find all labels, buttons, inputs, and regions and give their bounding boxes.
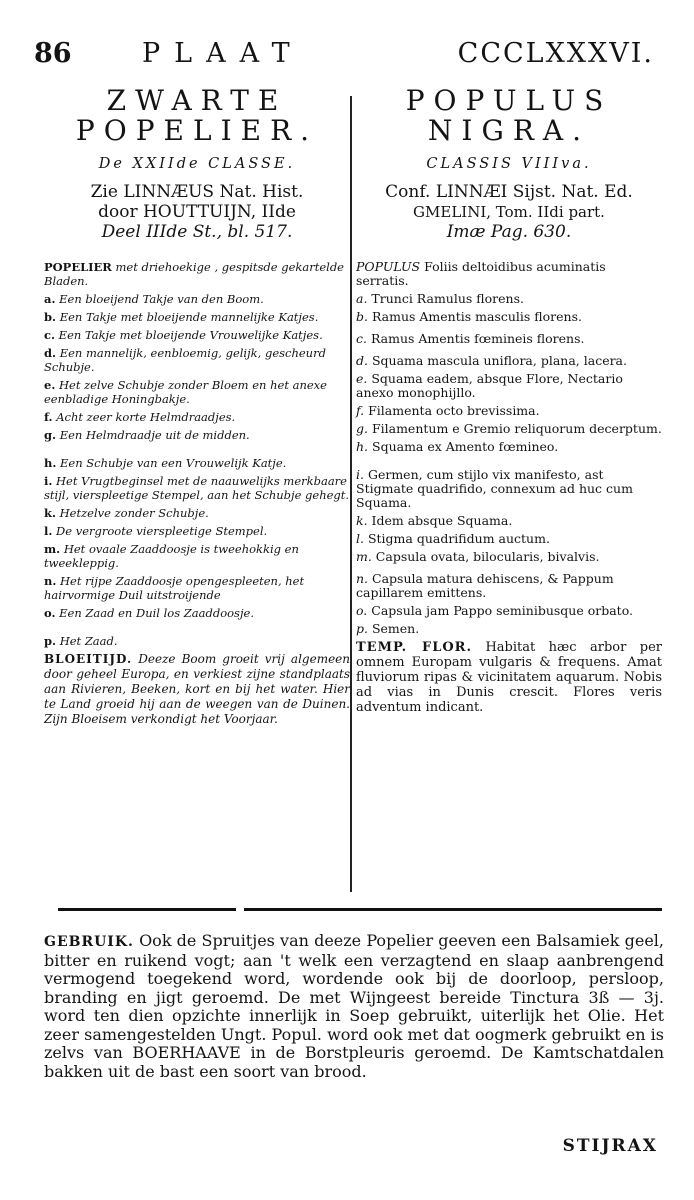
latin-entry [356, 404, 662, 418]
dutch-entry [44, 574, 350, 602]
latin-title-line2: NIGRA. [427, 114, 591, 147]
dutch-entry [44, 634, 350, 648]
entry-text: Een bloeijend Takje van den Boom. [55, 292, 264, 306]
header-title: PLAAT [142, 38, 304, 69]
entry-label: e. [356, 371, 368, 386]
dutch-entry [44, 410, 350, 424]
dutch-column [44, 86, 350, 727]
latin-entry [356, 372, 662, 400]
dutch-entry [44, 428, 350, 442]
column-divider [350, 96, 352, 892]
dutch-ref-line3: Deel IIIde St., bl. 517. [101, 222, 293, 242]
entry-label: c. [356, 331, 367, 346]
latin-entry [356, 292, 662, 306]
entry-label: o. [44, 606, 56, 620]
dutch-entries [44, 260, 350, 648]
dutch-entry [44, 606, 350, 620]
entry-text: Een Zaad en Duil los Zaaddoosje. [55, 606, 254, 620]
entry-text: Trunci Ramulus florens. [367, 291, 524, 306]
entry-text: Squama ex Amento fœmineo. [368, 439, 559, 454]
latin-entry [356, 310, 662, 324]
entry-text: Ramus Amentis fœmineis florens. [366, 331, 585, 346]
entry-text: De vergroote vierspleetige Stempel. [52, 524, 268, 538]
latin-entry [356, 422, 662, 436]
entry-label: g. [356, 421, 368, 436]
entry-text: Een mannelijk, eenbloemig, gelijk, gescheurd Schubje. [44, 346, 326, 374]
entry-label: k. [356, 513, 368, 528]
latin-entry [356, 332, 662, 346]
entry-label: n. [44, 574, 57, 588]
dutch-ref-line1: Zie LINNÆUS Nat. Hist. [90, 182, 304, 202]
entry-label: f. [356, 403, 365, 418]
spacer [44, 624, 350, 634]
entry-text: Een Schubje van een Vrouwelijk Katje. [56, 456, 287, 470]
entry-text: Filamenta octo brevissima. [364, 403, 540, 418]
entry-text: Capsula ovata, bilocularis, bivalvis. [371, 549, 600, 564]
entry-text: Squama mascula uniflora, plana, lacera. [367, 353, 627, 368]
entry-text: Semen. [367, 621, 420, 636]
entry-text: Hetzelve zonder Schubje. [55, 506, 209, 520]
page-header [34, 38, 654, 72]
flowering-text: Deeze Boom groeit vrij algemeen door geheel Europa, en verkiest zijne standplaats aan Rivieren, Beeken, kort en bij het water. Hier te Land groeid hij aan de weegen van de Duinen. Zijn Bloeisem verkondigt het Voorjaar. [44, 652, 350, 726]
latin-entry [356, 440, 662, 454]
section-rule-right [244, 908, 662, 911]
flowering-label: TEMP. FLOR. [356, 640, 472, 655]
spacer [44, 446, 350, 456]
latin-column [356, 86, 662, 715]
dutch-entry [44, 378, 350, 406]
latin-entry [356, 532, 662, 546]
entry-text: Foliis deltoidibus acuminatis serratis. [356, 259, 606, 288]
latin-entry [356, 604, 662, 618]
dutch-entry [44, 328, 350, 342]
entry-text: Stigma quadrifidum auctum. [363, 531, 550, 546]
entry-text: Capsula jam Pappo seminibusque orbato. [367, 603, 633, 618]
latin-reference [356, 182, 662, 242]
dutch-ref-line2: door HOUTTUIJN, IIde [98, 202, 296, 222]
entry-label: o. [356, 603, 368, 618]
catchword: STIJRAX [562, 1136, 658, 1156]
latin-entry [356, 550, 662, 564]
entry-label: a. [356, 291, 368, 306]
entry-text: Het Vrugtbeginsel met de naauwelijks merkbaare stijl, vierspleetige Stempel, aan het Schubje gehegt. [44, 474, 350, 502]
entry-label: m. [356, 549, 372, 564]
entry-text: Filamentum e Gremio reliquorum decerptum. [367, 421, 662, 436]
dutch-entry [44, 260, 350, 288]
entry-label: POPULUS [356, 259, 421, 274]
entry-label: h. [356, 439, 369, 454]
entry-label: POPELIER [44, 260, 112, 274]
usage-paragraph [44, 932, 664, 1081]
entry-label: f. [44, 410, 53, 424]
dutch-reference [44, 182, 350, 242]
latin-entry [356, 354, 662, 368]
latin-entries [356, 260, 662, 636]
entry-label: p. [356, 621, 368, 636]
entry-label: p. [44, 634, 57, 648]
latin-entry [356, 468, 662, 510]
latin-entry [356, 572, 662, 600]
dutch-title-line2: POPELIER. [75, 114, 319, 147]
dutch-classe: De XXIIde CLASSE. [98, 156, 296, 172]
entry-text: Ramus Amentis masculis florens. [367, 309, 582, 324]
dutch-flowering [44, 652, 350, 727]
dutch-entry [44, 456, 350, 470]
entry-label: l. [44, 524, 53, 538]
latin-entry [356, 260, 662, 288]
dutch-entry [44, 292, 350, 306]
plate-number: CCCLXXXVI. [457, 38, 654, 69]
entry-text: Het zelve Schubje zonder Bloem en het anexe eenbladige Honingbakje. [44, 378, 327, 406]
dutch-entry [44, 474, 350, 502]
entry-label: b. [44, 310, 57, 324]
latin-title-line1: POPULUS [405, 84, 613, 117]
entry-label: d. [356, 353, 368, 368]
latin-entry [356, 514, 662, 528]
dutch-entry [44, 310, 350, 324]
entry-text: Een Takje met bloeijende Vrouwelijke Katjes. [55, 328, 323, 342]
dutch-entry [44, 346, 350, 374]
entry-text: Het ovaale Zaaddoosje is tweehokkig en tweekleppig. [44, 542, 299, 570]
entry-label: b. [356, 309, 368, 324]
entry-text: met driehoekige , gespitsde gekartelde Bladen. [44, 260, 344, 288]
latin-flowering [356, 640, 662, 715]
entry-label: i. [44, 474, 53, 488]
entry-label: a. [44, 292, 56, 306]
entry-text: Het Zaad. [56, 634, 118, 648]
section-rule-left [58, 908, 236, 911]
entry-label: n. [356, 571, 369, 586]
entry-text: Acht zeer korte Helmdraadjes. [52, 410, 236, 424]
dutch-entry [44, 524, 350, 538]
usage-text: Ook de Spruitjes van deeze Popelier geeven een Balsamiek geel, bitter en ruikend vogt; aan 't welk een verzagtend en slaap aanbrengend vermogend toegekend word, wordende ook bij de doorloop, persloop, branding en jigt geroemd. De met Wijngeest bereide Tinctura 3ß — 3j. word ten dien opzichte innerlijk in Soep gebruikt, uiterlijk het Olie. Het zeer samengestelden Ungt. Popul. word ook met dat oogmerk gebruikt en is zelvs van BOERHAAVE in de Borstpleuris geroemd. De Kamtschatdalen bakken uit de bast een soort van brood. [44, 931, 664, 1081]
entry-label: g. [44, 428, 57, 442]
entry-label: m. [44, 542, 61, 556]
entry-text: Capsula matura dehiscens, & Pappum capillarem emittens. [356, 571, 614, 600]
entry-label: c. [44, 328, 56, 342]
latin-ref-line2: GMELINI, Tom. IIdi part. [413, 203, 605, 221]
entry-label: l. [356, 531, 364, 546]
entry-label: h. [44, 456, 57, 470]
entry-label: d. [44, 346, 57, 360]
latin-classis: CLASSIS VIIIva. [426, 156, 592, 172]
entry-label: e. [44, 378, 56, 392]
page-number: 86 [34, 38, 72, 69]
entry-label: i. [356, 467, 364, 482]
entry-label: k. [44, 506, 56, 520]
entry-text: Een Helmdraadje uit de midden. [56, 428, 250, 442]
flowering-label: BLOEITIJD. [44, 652, 133, 666]
dutch-entry [44, 506, 350, 520]
entry-text: Een Takje met bloeijende mannelijke Katjes. [56, 310, 319, 324]
entry-text: Squama eadem, absque Flore, Nectario anexo monophijllo. [356, 371, 623, 400]
latin-ref-line1: Conf. LINNÆI Sijst. Nat. Ed. [385, 182, 633, 202]
flowering-text: Habitat hæc arbor per omnem Europam vulgaris & frequens. Amat fluviorum ripas & vicinitatem aquarum. Nobis ad vias in Dunis crescit. Flores veris adventum indicant. [356, 640, 662, 715]
dutch-title-line1: ZWARTE [106, 84, 288, 117]
entry-text: Het rijpe Zaaddoosje opengespleeten, het hairvormige Duil uitstroijende [44, 574, 305, 602]
entry-text: Germen, cum stijlo vix manifesto, ast Stigmate quadrifido, connexum ad huc cum Squama. [356, 467, 633, 510]
latin-entry [356, 622, 662, 636]
entry-text: Idem absque Squama. [367, 513, 513, 528]
usage-label: GEBRUIK. [44, 934, 134, 950]
dutch-entry [44, 542, 350, 570]
latin-ref-line3: Imæ Pag. 630. [446, 222, 572, 242]
